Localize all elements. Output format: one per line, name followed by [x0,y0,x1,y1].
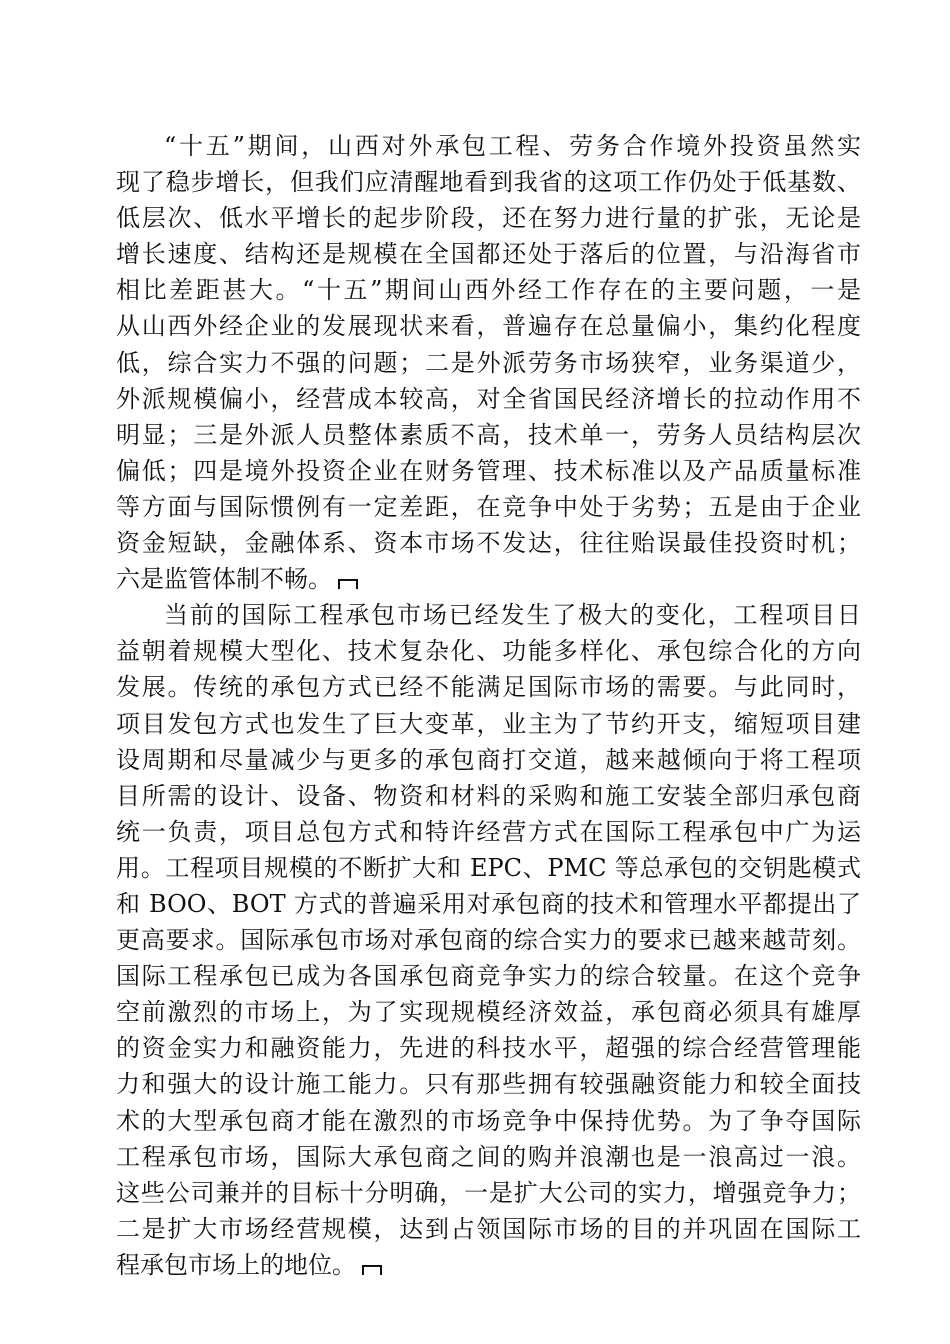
paragraph-line: 项目发包方式也发生了巨大变革，业主为了节约开支，缩短项目建 [116,709,861,738]
paragraph-2 [116,597,861,1283]
paragraph-line: 发展。传统的承包方式已经不能满足国际市场的需要。与此同时， [116,673,861,702]
paragraph-mark-icon [362,1265,382,1275]
paragraph-line: 的资金实力和融资能力，先进的科技水平，超强的综合经营管理能 [116,1034,861,1063]
paragraph-line: 当前的国际工程承包市场已经发生了极大的变化，工程项目日 [164,601,861,630]
paragraph-line: 更高要求。国际承包市场对承包商的综合实力的要求已越来越苛刻。 [116,926,861,955]
paragraph-line: 术的大型承包商才能在激烈的市场竞争中保持优势。为了争夺国际 [116,1106,861,1135]
paragraph-line: 低，综合实力不强的问题；二是外派劳务市场狭窄，业务渠道少， [116,348,861,377]
paragraph-1 [116,128,861,597]
paragraph-line: 设周期和尽量减少与更多的承包商打交道，越来越倾向于将工程项 [116,745,861,774]
paragraph-line: 现了稳步增长，但我们应清醒地看到我省的这项工作仍处于低基数、 [116,168,861,197]
paragraph-line: 用。工程项目规模的不断扩大和 EPC、PMC 等总承包的交钥匙模式 [116,853,861,882]
paragraph-line: 低层次、低水平增长的起步阶段，还在努力进行量的扩张，无论是 [116,204,861,233]
paragraph-line: 偏低；四是境外投资企业在财务管理、技术标准以及产品质量标准 [116,456,861,485]
paragraph-line: 二是扩大市场经营规模，达到占领国际市场的目的并巩固在国际工 [116,1214,861,1243]
paragraph-line: 等方面与国际惯例有一定差距，在竞争中处于劣势；五是由于企业 [116,492,861,521]
paragraph-line: 外派规模偏小，经营成本较高，对全省国民经济增长的拉动作用不 [116,384,861,413]
paragraph-line: “十五”期间，山西对外承包工程、劳务合作境外投资虽然实 [164,132,861,160]
paragraph-line: 明显；三是外派人员整体素质不高，技术单一，劳务人员结构层次 [116,420,861,449]
paragraph-line: 空前激烈的市场上，为了实现规模经济效益，承包商必须具有雄厚 [116,998,861,1027]
paragraph-line-text: 程承包市场上的地位。 [116,1250,356,1279]
paragraph-mark-icon [338,579,358,589]
paragraph-line: 益朝着规模大型化、技术复杂化、功能多样化、承包综合化的方向 [116,637,861,666]
paragraph-last-line [116,1247,861,1283]
paragraph-line: 统一负责，项目总包方式和特许经营方式在国际工程承包中广为运 [116,817,861,846]
paragraph-line: 这些公司兼并的目标十分明确，一是扩大公司的实力，增强竞争力； [116,1178,861,1207]
paragraph-last-line [116,561,861,597]
document-body [116,128,861,1283]
paragraph-line: 工程承包市场，国际大承包商之间的购并浪潮也是一浪高过一浪。 [116,1142,861,1171]
paragraph-line: 增长速度、结构还是规模在全国都还处于落后的位置，与沿海省市 [116,240,861,269]
paragraph-line-text: 六是监管体制不畅。 [116,565,332,594]
paragraph-line: 力和强大的设计施工能力。只有那些拥有较强融资能力和较全面技 [116,1070,861,1099]
paragraph-line: 资金短缺，金融体系、资本市场不发达，往往贻误最佳投资时机； [116,529,861,558]
paragraph-line: 国际工程承包已成为各国承包商竞争实力的综合较量。在这个竞争 [116,962,861,991]
paragraph-line: 和 BOO、BOT 方式的普遍采用对承包商的技术和管理水平都提出了 [116,889,861,918]
paragraph-line: 目所需的设计、设备、物资和材料的采购和施工安装全部归承包商 [116,781,861,810]
paragraph-line: 相比差距甚大。“十五”期间山西外经工作存在的主要问题，一是 [116,276,861,305]
paragraph-line: 从山西外经企业的发展现状来看，普遍存在总量偏小，集约化程度 [116,312,861,341]
